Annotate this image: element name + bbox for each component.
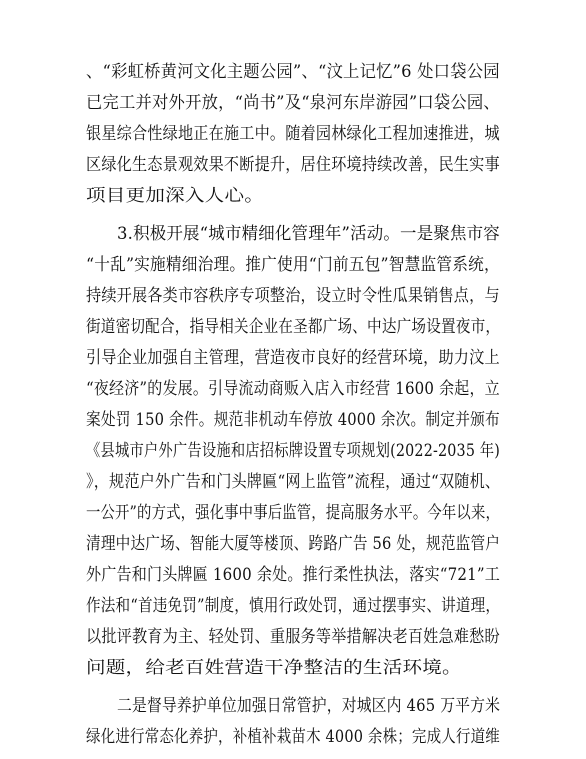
paragraph2-line-4: 街道密切配合，指导相关企业在圣都广场、中达广场设置夜市， <box>86 317 501 337</box>
paragraph2-line-3: 持续开展各类市容秩序专项整治，设立时令性瓜果销售点，与 <box>86 286 500 306</box>
text-line <box>0 656 586 680</box>
paragraph2-line-15: 问题，给老百姓营造干净整洁的生活环境。 <box>86 658 462 678</box>
paragraph2-line-8: 《县城市户外广告设施和店招标牌设置专项规划(2022-2035 年) <box>86 441 501 461</box>
paragraph2-line-5: 引导企业加强自主管理，营造夜市良好的经营环境，助力汶上 <box>86 348 500 368</box>
text-line <box>0 725 586 749</box>
paragraph1-line-3: 银星综合性绿地正在施工中。随着园林绿化工程加速推进，城 <box>86 124 500 144</box>
text-line <box>0 91 586 115</box>
text-line <box>0 594 586 618</box>
paragraph1-line-2: 已完工并对外开放，“尚书”及“泉河东岸游园”口袋公园、 <box>86 93 500 113</box>
paragraph2-line-7: 案处罚 150 余件。规范非机动车停放 4000 余次。制定并颁布 <box>86 410 500 430</box>
text-line <box>0 625 586 649</box>
paragraph2-line-2: “十乱”实施精细治理。推广使用“门前五包”智慧监管系统， <box>86 255 500 275</box>
text-line <box>0 563 586 587</box>
paragraph2-line-1: 3.积极开展“城市精细化管理年”活动。一是聚焦市容 <box>117 224 500 244</box>
text-line <box>0 408 586 432</box>
text-line <box>0 184 586 208</box>
paragraph2-line-9: 》，规范户外广告和门头牌匾“网上监管”流程，通过“双随机、 <box>86 472 501 492</box>
text-line <box>0 315 586 339</box>
text-line <box>0 501 586 525</box>
text-line <box>0 532 586 556</box>
text-line <box>0 470 586 494</box>
paragraph2-line-14: 以批评教育为主、轻处罚、重服务等举措解决老百姓急难愁盼 <box>86 627 500 647</box>
text-line <box>0 377 586 401</box>
text-line <box>0 284 586 308</box>
paragraph3-line-2: 绿化进行常态化养护，补植补栽苗木 4000 余株；完成人行道维 <box>86 727 500 747</box>
paragraph2-line-13: 作法和“首违免罚”制度，慎用行政处罚，通过摆事实、讲道理， <box>86 596 501 616</box>
paragraph1-line-4: 区绿化生态景观效果不断提升，居住环境持续改善，民生实事 <box>86 155 500 175</box>
paragraph2-line-10: 一公开”的方式，强化事中事后监管，提高服务水平。今年以来， <box>86 503 500 523</box>
text-line <box>0 222 586 246</box>
text-line <box>0 122 586 146</box>
text-line <box>0 439 586 463</box>
text-line <box>0 60 586 84</box>
paragraph1-line-5: 项目更加深入人心。 <box>86 186 265 206</box>
paragraph3-line-1: 二是督导养护单位加强日常管护，对城区内 465 万平方米 <box>117 696 501 716</box>
paragraph2-line-12: 外广告和门头牌匾 1600 余处。推行柔性执法，落实“721”工 <box>86 565 501 585</box>
paragraph2-line-11: 清理中达广场、智能大厦等楼顶、跨路广告 56 处，规范监管户 <box>86 534 501 554</box>
paragraph1-line-1: 、“彩虹桥黄河文化主题公园”、“汶上记忆”6 处口袋公园 <box>86 62 500 82</box>
text-line <box>0 253 586 277</box>
text-line <box>0 346 586 370</box>
paragraph2-line-6: “夜经济”的发展。引导流动商贩入店入市经营 1600 余起，立 <box>86 379 500 399</box>
text-line <box>0 694 586 718</box>
text-line <box>0 153 586 177</box>
